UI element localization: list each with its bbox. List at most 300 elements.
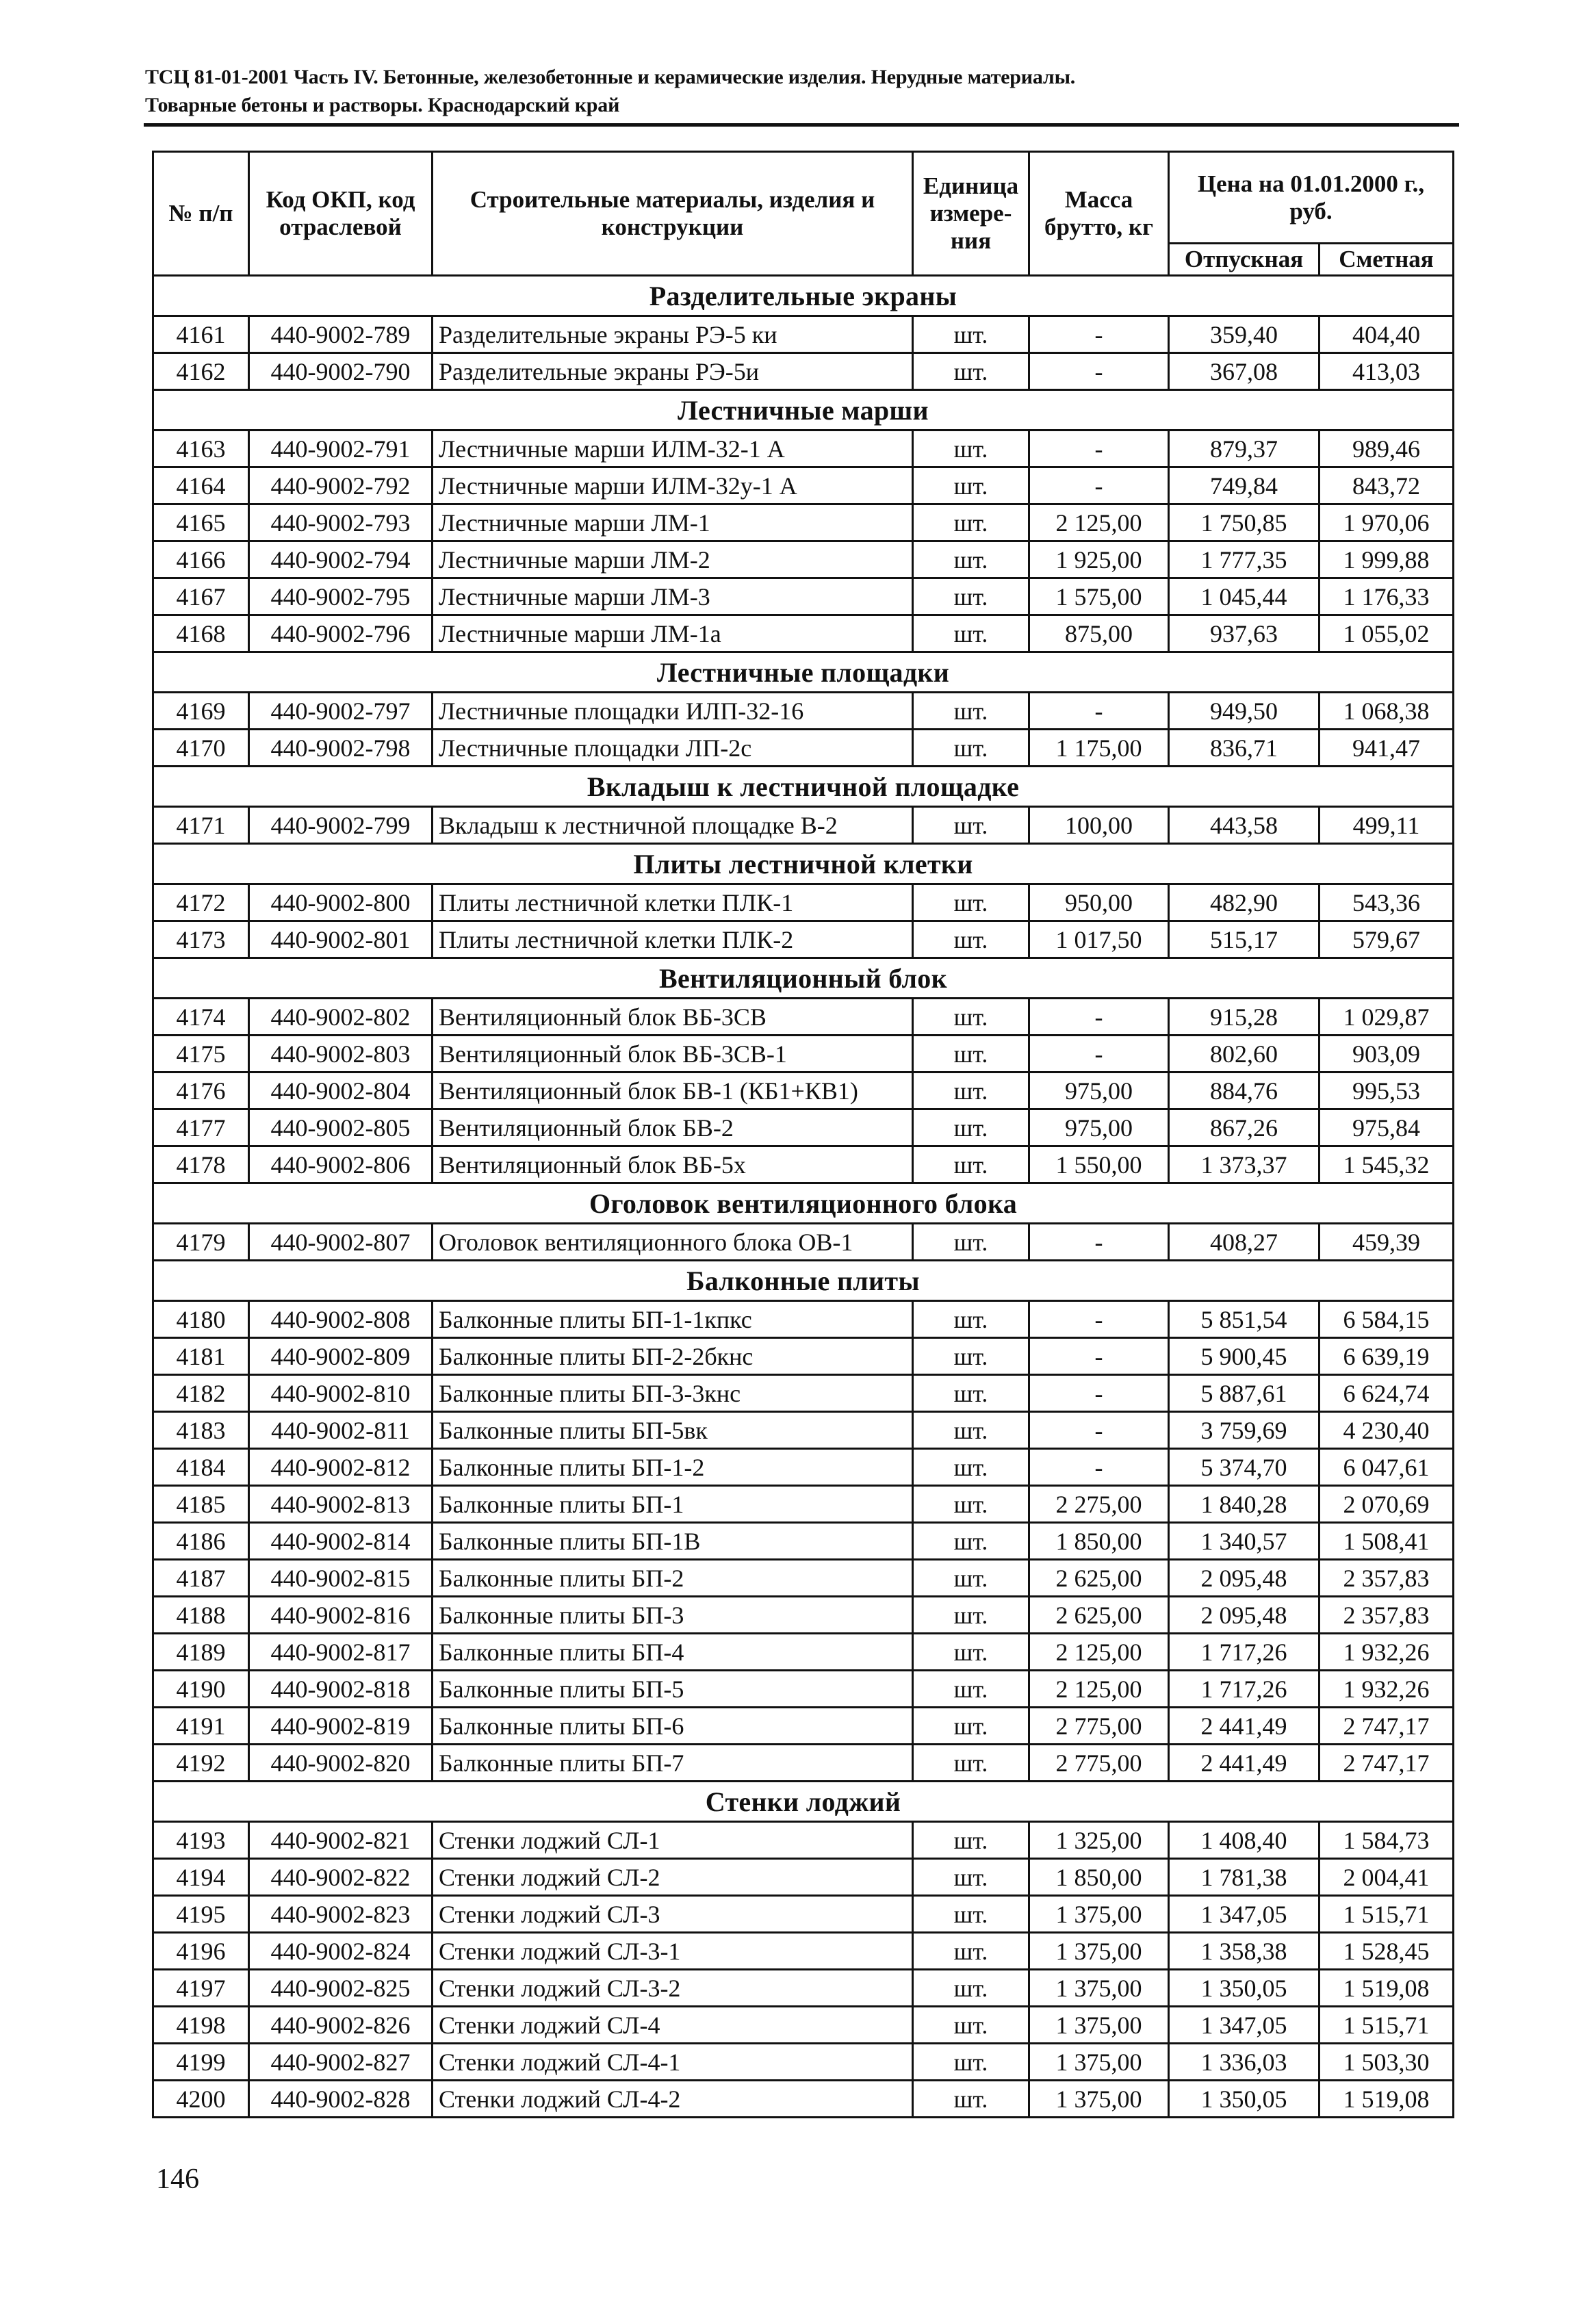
header-rule xyxy=(144,123,1459,127)
cell-price-release: 836,71 xyxy=(1169,730,1320,767)
cell-name: Стенки лоджий СЛ-1 xyxy=(433,1822,913,1859)
table-row xyxy=(153,353,1454,390)
cell-unit: шт. xyxy=(913,1523,1029,1560)
cell-unit: шт. xyxy=(913,431,1029,467)
cell-mass: - xyxy=(1029,1412,1169,1449)
cell-mass: - xyxy=(1029,1449,1169,1486)
table-row xyxy=(153,1412,1454,1449)
cell-code: 440-9002-794 xyxy=(249,541,433,578)
cell-unit: шт. xyxy=(913,1597,1029,1634)
cell-code: 440-9002-809 xyxy=(249,1338,433,1375)
cell-unit: шт. xyxy=(913,1301,1029,1338)
cell-unit: шт. xyxy=(913,1412,1029,1449)
table-row xyxy=(153,999,1454,1036)
cell-price-release: 2 441,49 xyxy=(1169,1708,1320,1745)
cell-price-release: 1 373,37 xyxy=(1169,1146,1320,1183)
cell-price-estimate: 1 029,87 xyxy=(1320,999,1454,1036)
cell-unit: шт. xyxy=(913,1822,1029,1859)
cell-code: 440-9002-817 xyxy=(249,1634,433,1671)
cell-name: Плиты лестничной клетки ПЛК-1 xyxy=(433,884,913,921)
section-title: Плиты лестничной клетки xyxy=(153,844,1454,884)
cell-price-estimate: 1 055,02 xyxy=(1320,615,1454,652)
section-row xyxy=(153,844,1454,884)
cell-code: 440-9002-822 xyxy=(249,1859,433,1896)
cell-code: 440-9002-807 xyxy=(249,1224,433,1261)
cell-price-release: 1 781,38 xyxy=(1169,1859,1320,1896)
price-table xyxy=(152,151,1454,2118)
col-header-code: Код ОКП, код отраслевой xyxy=(249,152,433,276)
table-row xyxy=(153,1859,1454,1896)
cell-unit: шт. xyxy=(913,1449,1029,1486)
table-row xyxy=(153,1338,1454,1375)
cell-unit: шт. xyxy=(913,730,1029,767)
cell-price-estimate: 1 515,71 xyxy=(1320,2007,1454,2044)
cell-mass: - xyxy=(1029,467,1169,504)
cell-name: Стенки лоджий СЛ-2 xyxy=(433,1859,913,1896)
cell-price-estimate: 543,36 xyxy=(1320,884,1454,921)
table-row xyxy=(153,1745,1454,1782)
cell-name: Стенки лоджий СЛ-3-1 xyxy=(433,1933,913,1970)
cell-num: 4189 xyxy=(153,1634,249,1671)
cell-mass: 1 017,50 xyxy=(1029,921,1169,958)
cell-name: Вентиляционный блок ВБ-5х xyxy=(433,1146,913,1183)
cell-unit: шт. xyxy=(913,541,1029,578)
cell-mass: - xyxy=(1029,431,1169,467)
cell-num: 4183 xyxy=(153,1412,249,1449)
cell-price-estimate: 4 230,40 xyxy=(1320,1412,1454,1449)
cell-price-release: 408,27 xyxy=(1169,1224,1320,1261)
cell-name: Вентиляционный блок ВБ-3СВ-1 xyxy=(433,1036,913,1072)
cell-mass: 1 550,00 xyxy=(1029,1146,1169,1183)
table-row xyxy=(153,1449,1454,1486)
cell-price-release: 1 717,26 xyxy=(1169,1634,1320,1671)
cell-unit: шт. xyxy=(913,807,1029,844)
cell-code: 440-9002-806 xyxy=(249,1146,433,1183)
cell-num: 4195 xyxy=(153,1896,249,1933)
cell-price-estimate: 1 519,08 xyxy=(1320,1970,1454,2007)
col-header-name: Строительные материалы, изделия и конструкции xyxy=(433,152,913,276)
table-row xyxy=(153,921,1454,958)
cell-mass: 1 375,00 xyxy=(1029,2081,1169,2118)
cell-num: 4178 xyxy=(153,1146,249,1183)
cell-price-release: 1 340,57 xyxy=(1169,1523,1320,1560)
cell-num: 4181 xyxy=(153,1338,249,1375)
cell-name: Стенки лоджий СЛ-4-1 xyxy=(433,2044,913,2081)
cell-price-release: 802,60 xyxy=(1169,1036,1320,1072)
cell-name: Плиты лестничной клетки ПЛК-2 xyxy=(433,921,913,958)
cell-price-release: 1 358,38 xyxy=(1169,1933,1320,1970)
cell-unit: шт. xyxy=(913,2007,1029,2044)
cell-unit: шт. xyxy=(913,1634,1029,1671)
table-row xyxy=(153,541,1454,578)
cell-price-estimate: 6 639,19 xyxy=(1320,1338,1454,1375)
table-header xyxy=(153,152,1454,276)
cell-code: 440-9002-804 xyxy=(249,1072,433,1109)
cell-price-release: 515,17 xyxy=(1169,921,1320,958)
col-header-mass: Масса брутто, кг xyxy=(1029,152,1169,276)
cell-code: 440-9002-815 xyxy=(249,1560,433,1597)
section-row xyxy=(153,958,1454,999)
cell-name: Разделительные экраны РЭ-5 ки xyxy=(433,316,913,353)
page-number: 146 xyxy=(156,2163,199,2195)
cell-mass: 1 375,00 xyxy=(1029,1896,1169,1933)
cell-num: 4185 xyxy=(153,1486,249,1523)
cell-unit: шт. xyxy=(913,1896,1029,1933)
cell-name: Балконные плиты БП-2 xyxy=(433,1560,913,1597)
cell-price-release: 1 717,26 xyxy=(1169,1671,1320,1708)
cell-code: 440-9002-812 xyxy=(249,1449,433,1486)
cell-mass: 1 850,00 xyxy=(1029,1523,1169,1560)
cell-price-estimate: 1 970,06 xyxy=(1320,504,1454,541)
cell-unit: шт. xyxy=(913,504,1029,541)
cell-num: 4180 xyxy=(153,1301,249,1338)
cell-num: 4162 xyxy=(153,353,249,390)
cell-num: 4167 xyxy=(153,578,249,615)
cell-price-release: 3 759,69 xyxy=(1169,1412,1320,1449)
cell-unit: шт. xyxy=(913,1933,1029,1970)
cell-mass: 2 775,00 xyxy=(1029,1708,1169,1745)
cell-code: 440-9002-796 xyxy=(249,615,433,652)
cell-unit: шт. xyxy=(913,615,1029,652)
cell-price-estimate: 1 584,73 xyxy=(1320,1822,1454,1859)
cell-num: 4170 xyxy=(153,730,249,767)
cell-price-release: 443,58 xyxy=(1169,807,1320,844)
cell-price-release: 1 408,40 xyxy=(1169,1822,1320,1859)
cell-price-release: 749,84 xyxy=(1169,467,1320,504)
cell-code: 440-9002-793 xyxy=(249,504,433,541)
cell-price-estimate: 413,03 xyxy=(1320,353,1454,390)
cell-price-estimate: 1 545,32 xyxy=(1320,1146,1454,1183)
cell-price-estimate: 2 357,83 xyxy=(1320,1597,1454,1634)
cell-price-release: 1 777,35 xyxy=(1169,541,1320,578)
cell-name: Балконные плиты БП-5 xyxy=(433,1671,913,1708)
cell-code: 440-9002-801 xyxy=(249,921,433,958)
table-row xyxy=(153,1560,1454,1597)
table-row xyxy=(153,1523,1454,1560)
cell-name: Стенки лоджий СЛ-3 xyxy=(433,1896,913,1933)
cell-mass: 1 850,00 xyxy=(1029,1859,1169,1896)
cell-name: Вкладыш к лестничной площадке В-2 xyxy=(433,807,913,844)
section-title: Балконные плиты xyxy=(153,1261,1454,1301)
cell-mass: 1 325,00 xyxy=(1029,1822,1169,1859)
cell-mass: 2 125,00 xyxy=(1029,504,1169,541)
cell-price-release: 5 887,61 xyxy=(1169,1375,1320,1412)
table-row xyxy=(153,1486,1454,1523)
cell-code: 440-9002-813 xyxy=(249,1486,433,1523)
cell-num: 4198 xyxy=(153,2007,249,2044)
cell-unit: шт. xyxy=(913,1375,1029,1412)
section-row xyxy=(153,767,1454,807)
cell-price-estimate: 6 624,74 xyxy=(1320,1375,1454,1412)
cell-num: 4182 xyxy=(153,1375,249,1412)
cell-num: 4174 xyxy=(153,999,249,1036)
table-row xyxy=(153,1036,1454,1072)
cell-unit: шт. xyxy=(913,1146,1029,1183)
cell-name: Оголовок вентиляционного блока ОВ-1 xyxy=(433,1224,913,1261)
cell-name: Балконные плиты БП-5вк xyxy=(433,1412,913,1449)
cell-mass: - xyxy=(1029,693,1169,730)
cell-code: 440-9002-799 xyxy=(249,807,433,844)
table-row xyxy=(153,730,1454,767)
cell-unit: шт. xyxy=(913,921,1029,958)
cell-num: 4190 xyxy=(153,1671,249,1708)
cell-name: Балконные плиты БП-1-1кпкс xyxy=(433,1301,913,1338)
cell-mass: - xyxy=(1029,999,1169,1036)
section-title: Лестничные марши xyxy=(153,390,1454,431)
cell-num: 4194 xyxy=(153,1859,249,1896)
col-header-price-group: Цена на 01.01.2000 г., руб. xyxy=(1169,152,1454,244)
cell-price-estimate: 1 515,71 xyxy=(1320,1896,1454,1933)
cell-unit: шт. xyxy=(913,1745,1029,1782)
cell-price-release: 2 095,48 xyxy=(1169,1597,1320,1634)
cell-num: 4175 xyxy=(153,1036,249,1072)
cell-num: 4176 xyxy=(153,1072,249,1109)
cell-num: 4164 xyxy=(153,467,249,504)
cell-mass: 1 375,00 xyxy=(1029,1970,1169,2007)
cell-code: 440-9002-805 xyxy=(249,1109,433,1146)
cell-price-release: 915,28 xyxy=(1169,999,1320,1036)
cell-code: 440-9002-808 xyxy=(249,1301,433,1338)
table-row xyxy=(153,431,1454,467)
cell-price-release: 884,76 xyxy=(1169,1072,1320,1109)
cell-code: 440-9002-792 xyxy=(249,467,433,504)
cell-code: 440-9002-811 xyxy=(249,1412,433,1449)
cell-price-release: 949,50 xyxy=(1169,693,1320,730)
section-title: Вкладыш к лестничной площадке xyxy=(153,767,1454,807)
cell-name: Вентиляционный блок БВ-1 (КБ1+КВ1) xyxy=(433,1072,913,1109)
table-row xyxy=(153,1671,1454,1708)
cell-price-release: 1 336,03 xyxy=(1169,2044,1320,2081)
cell-price-estimate: 1 519,08 xyxy=(1320,2081,1454,2118)
cell-mass: 1 925,00 xyxy=(1029,541,1169,578)
table-row xyxy=(153,807,1454,844)
cell-unit: шт. xyxy=(913,578,1029,615)
cell-code: 440-9002-818 xyxy=(249,1671,433,1708)
cell-mass: - xyxy=(1029,316,1169,353)
section-title: Стенки лоджий xyxy=(153,1782,1454,1822)
table-row xyxy=(153,884,1454,921)
cell-unit: шт. xyxy=(913,1708,1029,1745)
cell-code: 440-9002-816 xyxy=(249,1597,433,1634)
cell-unit: шт. xyxy=(913,1560,1029,1597)
cell-num: 4169 xyxy=(153,693,249,730)
cell-name: Лестничные марши ИЛМ-32у-1 А xyxy=(433,467,913,504)
cell-price-estimate: 1 932,26 xyxy=(1320,1634,1454,1671)
cell-unit: шт. xyxy=(913,1036,1029,1072)
cell-unit: шт. xyxy=(913,1859,1029,1896)
cell-unit: шт. xyxy=(913,1338,1029,1375)
cell-unit: шт. xyxy=(913,1224,1029,1261)
table-row xyxy=(153,1301,1454,1338)
cell-code: 440-9002-819 xyxy=(249,1708,433,1745)
cell-code: 440-9002-797 xyxy=(249,693,433,730)
cell-price-estimate: 2 747,17 xyxy=(1320,1708,1454,1745)
cell-mass: 975,00 xyxy=(1029,1072,1169,1109)
cell-num: 4200 xyxy=(153,2081,249,2118)
cell-mass: - xyxy=(1029,1375,1169,1412)
cell-mass: - xyxy=(1029,1224,1169,1261)
cell-unit: шт. xyxy=(913,1486,1029,1523)
cell-price-estimate: 404,40 xyxy=(1320,316,1454,353)
table-row xyxy=(153,1933,1454,1970)
cell-code: 440-9002-814 xyxy=(249,1523,433,1560)
col-header-price-release: Отпускная xyxy=(1169,244,1320,276)
cell-name: Лестничные марши ЛМ-3 xyxy=(433,578,913,615)
cell-code: 440-9002-789 xyxy=(249,316,433,353)
cell-name: Балконные плиты БП-7 xyxy=(433,1745,913,1782)
cell-price-estimate: 459,39 xyxy=(1320,1224,1454,1261)
cell-price-estimate: 843,72 xyxy=(1320,467,1454,504)
cell-num: 4168 xyxy=(153,615,249,652)
table-row xyxy=(153,504,1454,541)
cell-price-estimate: 1 999,88 xyxy=(1320,541,1454,578)
section-row xyxy=(153,652,1454,693)
cell-price-estimate: 941,47 xyxy=(1320,730,1454,767)
cell-name: Лестничные марши ЛМ-1а xyxy=(433,615,913,652)
cell-mass: 2 625,00 xyxy=(1029,1560,1169,1597)
cell-name: Лестничные марши ЛМ-1 xyxy=(433,504,913,541)
cell-code: 440-9002-820 xyxy=(249,1745,433,1782)
table-row xyxy=(153,693,1454,730)
cell-price-estimate: 2 004,41 xyxy=(1320,1859,1454,1896)
cell-name: Стенки лоджий СЛ-4-2 xyxy=(433,2081,913,2118)
cell-code: 440-9002-798 xyxy=(249,730,433,767)
cell-unit: шт. xyxy=(913,1072,1029,1109)
table-row xyxy=(153,2044,1454,2081)
cell-mass: 1 375,00 xyxy=(1029,2044,1169,2081)
cell-price-estimate: 1 068,38 xyxy=(1320,693,1454,730)
cell-price-release: 5 851,54 xyxy=(1169,1301,1320,1338)
cell-price-release: 482,90 xyxy=(1169,884,1320,921)
cell-price-estimate: 6 584,15 xyxy=(1320,1301,1454,1338)
cell-mass: 975,00 xyxy=(1029,1109,1169,1146)
col-header-unit: Единица измере- ния xyxy=(913,152,1029,276)
cell-unit: шт. xyxy=(913,693,1029,730)
cell-mass: 2 125,00 xyxy=(1029,1634,1169,1671)
cell-num: 4177 xyxy=(153,1109,249,1146)
cell-price-release: 1 347,05 xyxy=(1169,2007,1320,2044)
cell-name: Балконные плиты БП-3 xyxy=(433,1597,913,1634)
section-row xyxy=(153,276,1454,316)
cell-mass: 2 625,00 xyxy=(1029,1597,1169,1634)
cell-unit: шт. xyxy=(913,2044,1029,2081)
table-row xyxy=(153,1896,1454,1933)
cell-num: 4171 xyxy=(153,807,249,844)
section-title: Лестничные площадки xyxy=(153,652,1454,693)
cell-name: Вентиляционный блок ВБ-3СВ xyxy=(433,999,913,1036)
cell-price-release: 879,37 xyxy=(1169,431,1320,467)
cell-num: 4199 xyxy=(153,2044,249,2081)
cell-price-release: 5 374,70 xyxy=(1169,1449,1320,1486)
cell-num: 4173 xyxy=(153,921,249,958)
cell-price-estimate: 1 503,30 xyxy=(1320,2044,1454,2081)
table-row xyxy=(153,578,1454,615)
cell-mass: 2 125,00 xyxy=(1029,1671,1169,1708)
table-row xyxy=(153,1634,1454,1671)
cell-mass: - xyxy=(1029,353,1169,390)
cell-name: Разделительные экраны РЭ-5и xyxy=(433,353,913,390)
cell-code: 440-9002-827 xyxy=(249,2044,433,2081)
cell-mass: 2 275,00 xyxy=(1029,1486,1169,1523)
cell-name: Балконные плиты БП-4 xyxy=(433,1634,913,1671)
cell-name: Балконные плиты БП-1 xyxy=(433,1486,913,1523)
cell-price-estimate: 903,09 xyxy=(1320,1036,1454,1072)
cell-price-estimate: 1 528,45 xyxy=(1320,1933,1454,1970)
cell-name: Балконные плиты БП-6 xyxy=(433,1708,913,1745)
cell-price-estimate: 995,53 xyxy=(1320,1072,1454,1109)
cell-name: Балконные плиты БП-1В xyxy=(433,1523,913,1560)
section-title: Вентиляционный блок xyxy=(153,958,1454,999)
section-row xyxy=(153,390,1454,431)
cell-price-release: 867,26 xyxy=(1169,1109,1320,1146)
cell-mass: - xyxy=(1029,1338,1169,1375)
cell-num: 4165 xyxy=(153,504,249,541)
table-row xyxy=(153,1375,1454,1412)
cell-name: Балконные плиты БП-1-2 xyxy=(433,1449,913,1486)
cell-num: 4192 xyxy=(153,1745,249,1782)
cell-code: 440-9002-802 xyxy=(249,999,433,1036)
cell-unit: шт. xyxy=(913,1671,1029,1708)
cell-mass: 2 775,00 xyxy=(1029,1745,1169,1782)
cell-num: 4197 xyxy=(153,1970,249,2007)
section-title: Разделительные экраны xyxy=(153,276,1454,316)
section-row xyxy=(153,1782,1454,1822)
cell-name: Лестничные марши ЛМ-2 xyxy=(433,541,913,578)
table-row xyxy=(153,316,1454,353)
table-row xyxy=(153,1970,1454,2007)
cell-unit: шт. xyxy=(913,1109,1029,1146)
table-row xyxy=(153,1597,1454,1634)
cell-unit: шт. xyxy=(913,999,1029,1036)
col-header-num: № п/п xyxy=(153,152,249,276)
cell-name: Балконные плиты БП-2-2бкнс xyxy=(433,1338,913,1375)
cell-mass: - xyxy=(1029,1301,1169,1338)
cell-price-release: 1 350,05 xyxy=(1169,2081,1320,2118)
cell-unit: шт. xyxy=(913,884,1029,921)
cell-num: 4186 xyxy=(153,1523,249,1560)
cell-code: 440-9002-810 xyxy=(249,1375,433,1412)
cell-price-estimate: 2 357,83 xyxy=(1320,1560,1454,1597)
header-line-1: ТСЦ 81-01-2001 Часть IV. Бетонные, железобетонные и керамические изделия. Нерудные материалы. xyxy=(145,66,1076,88)
table-row xyxy=(153,615,1454,652)
cell-num: 4184 xyxy=(153,1449,249,1486)
table-row xyxy=(153,2007,1454,2044)
cell-code: 440-9002-826 xyxy=(249,2007,433,2044)
cell-unit: шт. xyxy=(913,467,1029,504)
cell-price-release: 359,40 xyxy=(1169,316,1320,353)
cell-name: Лестничные площадки ЛП-2с xyxy=(433,730,913,767)
cell-mass: 950,00 xyxy=(1029,884,1169,921)
cell-price-release: 1 840,28 xyxy=(1169,1486,1320,1523)
cell-num: 4163 xyxy=(153,431,249,467)
cell-mass: 1 175,00 xyxy=(1029,730,1169,767)
cell-mass: 1 375,00 xyxy=(1029,1933,1169,1970)
cell-num: 4191 xyxy=(153,1708,249,1745)
cell-code: 440-9002-790 xyxy=(249,353,433,390)
section-row xyxy=(153,1261,1454,1301)
cell-price-release: 1 750,85 xyxy=(1169,504,1320,541)
cell-num: 4172 xyxy=(153,884,249,921)
cell-price-release: 2 441,49 xyxy=(1169,1745,1320,1782)
cell-price-release: 937,63 xyxy=(1169,615,1320,652)
cell-num: 4196 xyxy=(153,1933,249,1970)
cell-price-release: 367,08 xyxy=(1169,353,1320,390)
cell-price-estimate: 2 070,69 xyxy=(1320,1486,1454,1523)
table-row xyxy=(153,1146,1454,1183)
cell-mass: - xyxy=(1029,1036,1169,1072)
cell-code: 440-9002-825 xyxy=(249,1970,433,2007)
cell-mass: 100,00 xyxy=(1029,807,1169,844)
